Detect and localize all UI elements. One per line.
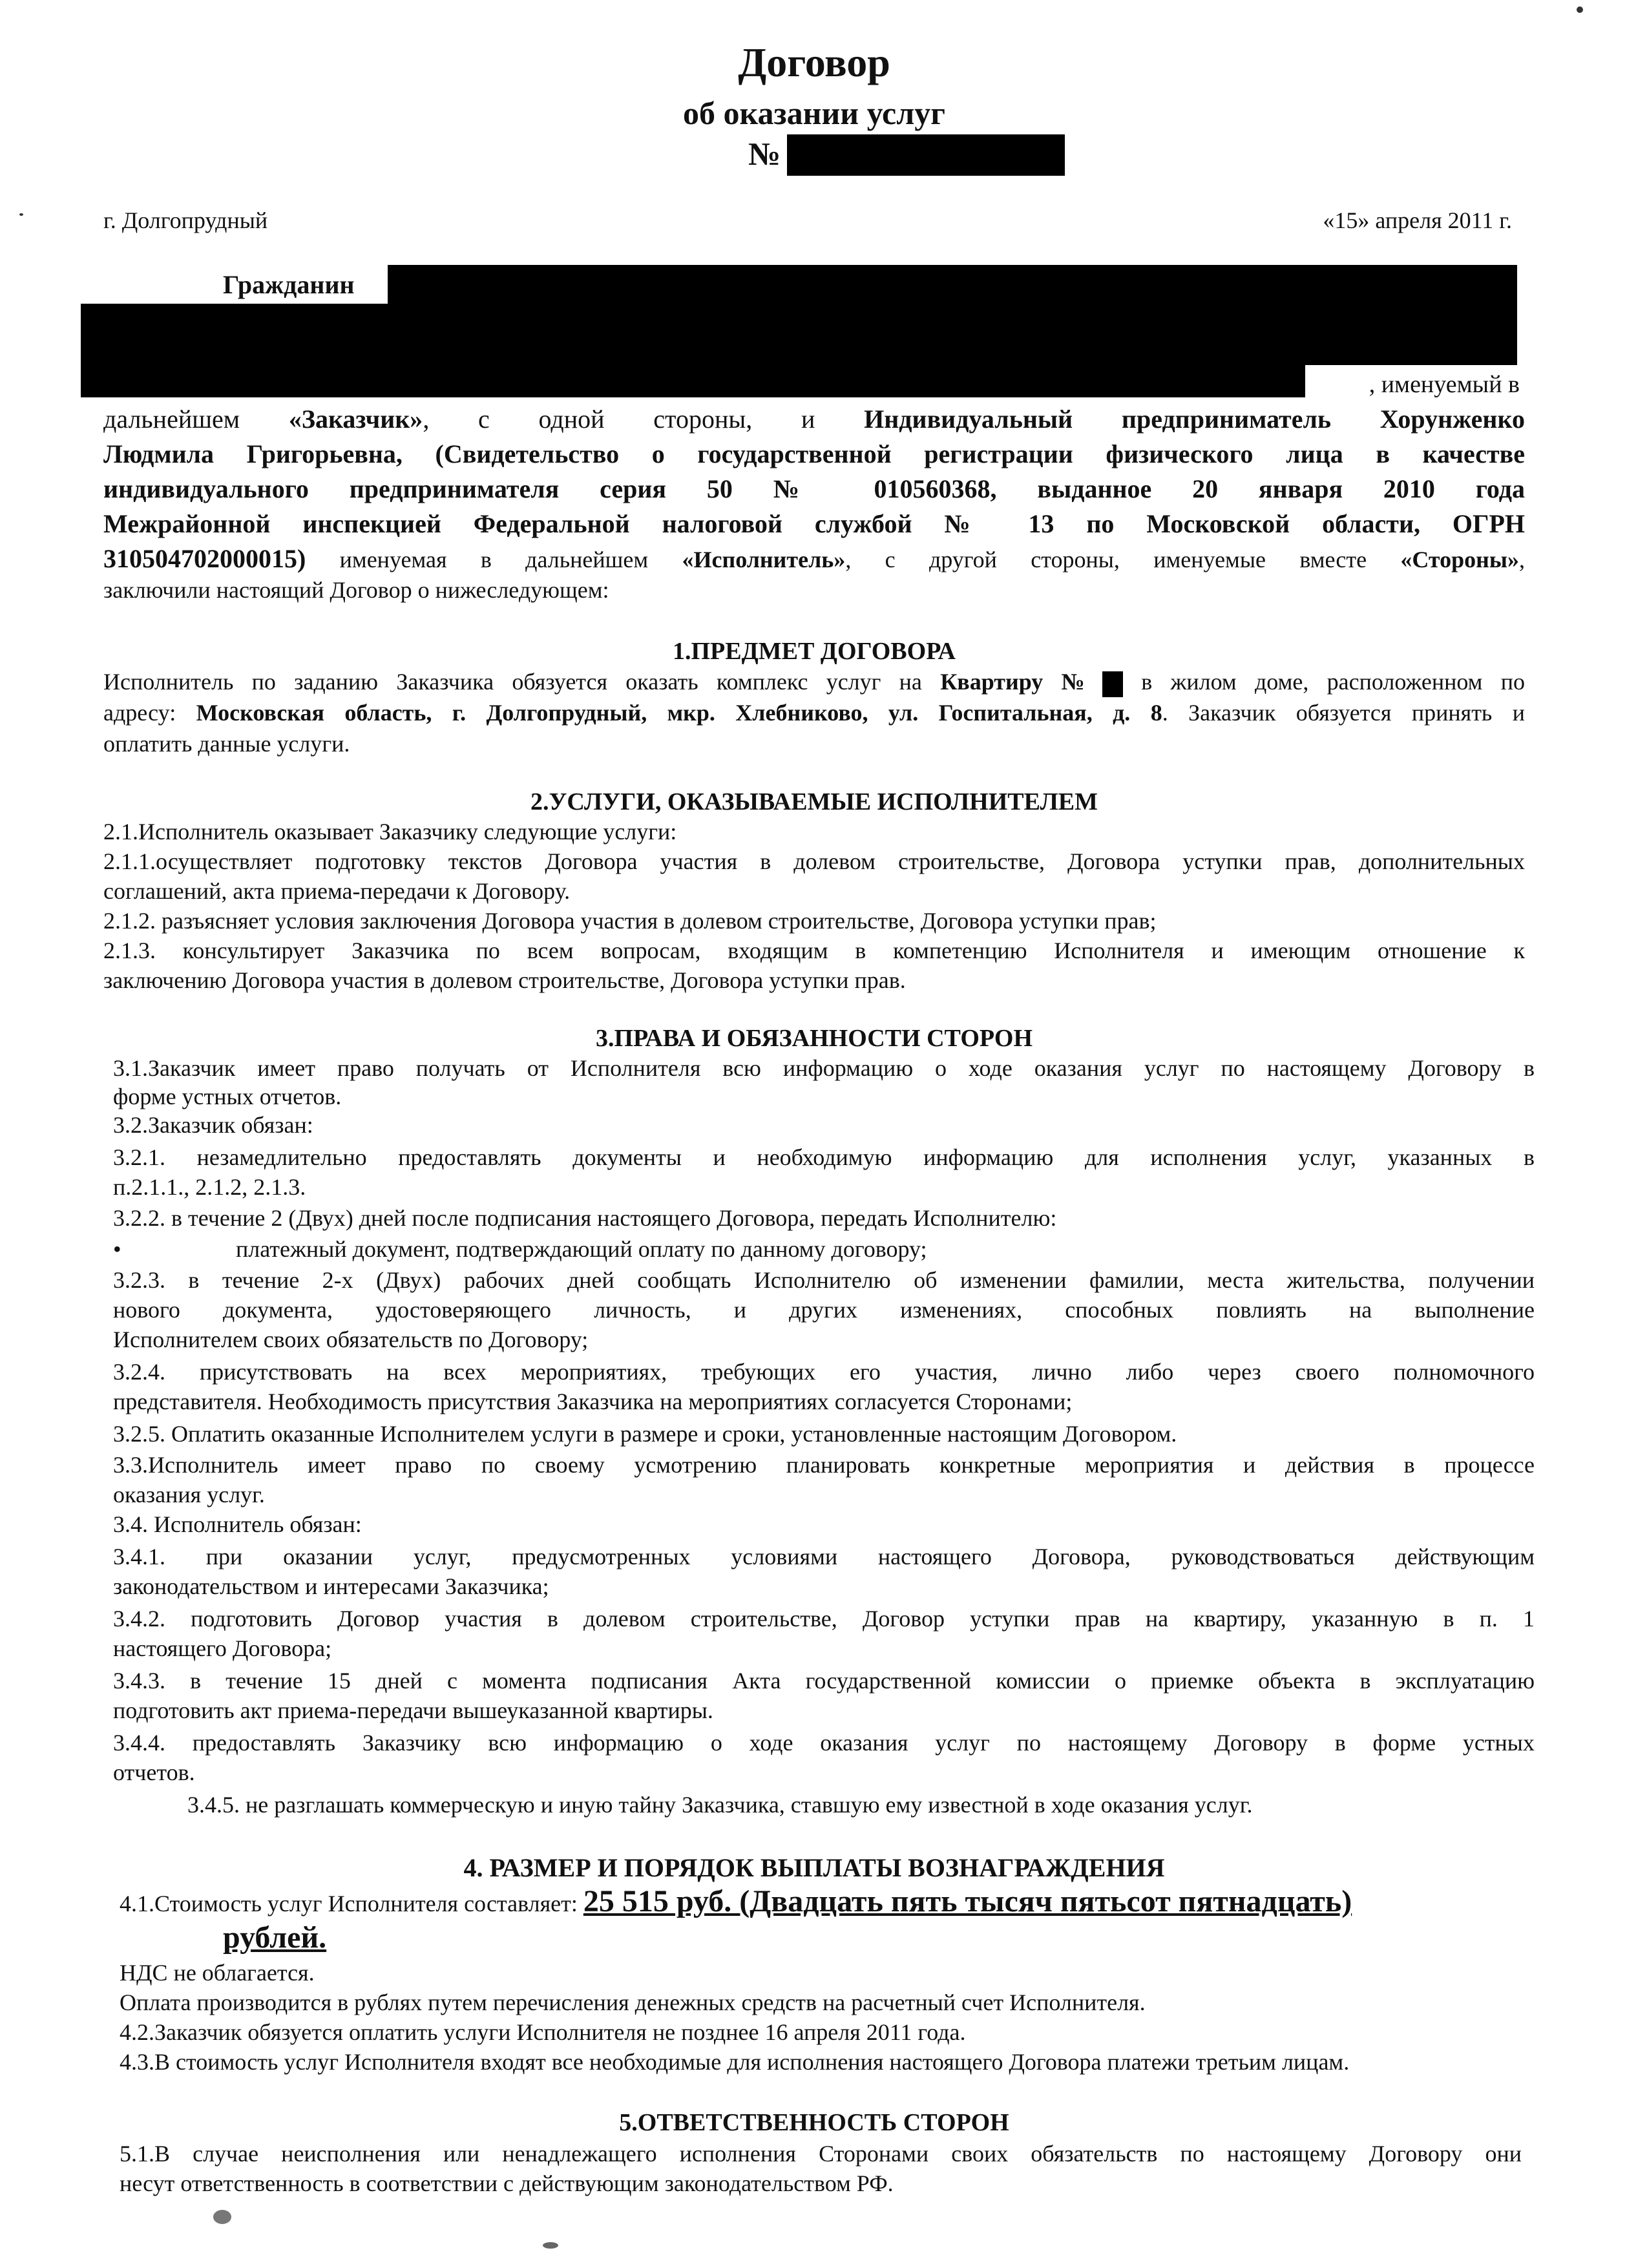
section4-line: НДС не облагается. bbox=[120, 1960, 315, 1986]
section5-line: несут ответственность в соответствии с действующим законодательством РФ. bbox=[120, 2170, 894, 2196]
section2-line: 2.1.1.осуществляет подготовку текстов Договора участия в долевом строительстве, Договора уступки прав, дополнительных bbox=[103, 848, 1525, 874]
section1-title: 1.ПРЕДМЕТ ДОГОВОРА bbox=[672, 638, 956, 665]
section2-line: 2.1.Исполнитель оказывает Заказчику следующие услуги: bbox=[103, 819, 677, 845]
preamble-line2: дальнейшем «Заказчик», с одной стороны, и Индивидуальный предприниматель Хорунженко bbox=[103, 404, 1525, 434]
section3-line: 3.2.2. в течение 2 (Двух) дней после подписания настоящего Договора, передать Исполнителю: bbox=[113, 1205, 1057, 1231]
section3-line: 3.2.1. незамедлительно предоставлять документы и необходимую информацию для исполнения услуг, указанных в bbox=[113, 1144, 1535, 1170]
city: г. Долгопрудный bbox=[103, 207, 268, 233]
section4-title: 4. РАЗМЕР И ПОРЯДОК ВЫПЛАТЫ ВОЗНАГРАЖДЕНИЯ bbox=[463, 1853, 1165, 1882]
redacted-number bbox=[787, 134, 1065, 176]
section5-title: 5.ОТВЕТСТВЕННОСТЬ СТОРОН bbox=[619, 2109, 1009, 2136]
section4-line: Оплата производится в рублях путем перечисления денежных средств на расчетный счет Исполнителя. bbox=[120, 1990, 1146, 2015]
section3-line: нового документа, удостоверяющего личность, и других изменениях, способных повлиять на выполнение bbox=[113, 1297, 1535, 1323]
section3-line: 3.2.4. присутствовать на всех мероприятиях, требующих его участия, лично либо через своего полномочного bbox=[113, 1359, 1535, 1385]
section3-line: представителя. Необходимость присутствия Заказчика на мероприятиях согласуется Сторонами; bbox=[113, 1389, 1073, 1414]
citizen-label: Гражданин bbox=[223, 270, 355, 299]
section1-line3: оплатить данные услуги. bbox=[103, 731, 350, 757]
section3-line: 3.3.Исполнитель имеет право по своему усмотрению планировать конкретные мероприятия и действия в процессе bbox=[113, 1452, 1535, 1478]
section2-line: 2.1.3. консультирует Заказчика по всем вопросам, входящим в компетенцию Исполнителя и имеющим отношение к bbox=[103, 938, 1525, 963]
contract-date: «15» апреля 2011 г. bbox=[1323, 207, 1512, 233]
redacted-apartment-number bbox=[1102, 671, 1123, 697]
section1-line1: Исполнитель по заданию Заказчика обязуется оказать комплекс услуг на Квартиру № в жилом доме, расположенном по bbox=[103, 667, 1525, 697]
preamble-line1-tail: , именуемый в bbox=[1369, 371, 1520, 398]
preamble-line3: Людмила Григорьевна, (Свидетельство о государственной регистрации физического лица в качестве bbox=[103, 439, 1525, 468]
section2-line: 2.1.2. разъясняет условия заключения Договора участия в долевом строительстве, Договора уступки прав; bbox=[103, 908, 1157, 934]
section3-line: платежный документ, подтверждающий оплату по данному договору; bbox=[236, 1236, 927, 1262]
document-subtitle: об оказании услуг bbox=[683, 95, 945, 131]
preamble-line6: 310504702000015) именуемая в дальнейшем «Исполнитель», с другой стороны, именуемые вместе «Стороны», bbox=[103, 544, 1525, 573]
preamble-line5: Межрайонной инспекцией Федеральной налоговой службой № 13 по Московской области, ОГРН bbox=[103, 509, 1525, 538]
section3-line: 3.4.2. подготовить Договор участия в долевом строительстве, Договор уступки прав на квартиру, указанную в п. 1 bbox=[113, 1606, 1535, 1632]
document-title: Договор bbox=[738, 39, 890, 85]
section2-line: заключению Договора участия в долевом строительстве, Договора уступки прав. bbox=[103, 967, 906, 993]
section3-line: 3.4.3. в течение 15 дней с момента подписания Акта государственной комиссии о приемке объекта в эксплуатацию bbox=[113, 1668, 1535, 1694]
bullet: • bbox=[113, 1236, 121, 1262]
contract-price: 25 515 руб. (Двадцать пять тысяч пятьсот пятнадцать) bbox=[583, 1884, 1352, 1918]
section2-title: 2.УСЛУГИ, ОКАЗЫВАЕМЫЕ ИСПОЛНИТЕЛЕМ bbox=[530, 788, 1098, 815]
scan-speck bbox=[543, 2242, 558, 2249]
section4-line: 4.2.Заказчик обязуется оплатить услуги Исполнителя не позднее 16 апреля 2011 года. bbox=[120, 2019, 966, 2045]
scan-speck bbox=[1577, 6, 1583, 13]
section4-price-line: 4.1.Стоимость услуг Исполнителя составляет: 25 515 руб. (Двадцать пять тысяч пятьсот пятнадцать) bbox=[120, 1884, 1352, 1918]
section3-line: форме устных отчетов. bbox=[113, 1084, 342, 1109]
section3-line: настоящего Договора; bbox=[113, 1635, 332, 1661]
section3-line: 3.4. Исполнитель обязан: bbox=[113, 1511, 362, 1537]
section3-line: 3.4.1. при оказании услуг, предусмотренных условиями настоящего Договора, руководствоваться действующим bbox=[113, 1544, 1535, 1570]
section5-line: 5.1.В случае неисполнения или ненадлежащего исполнения Сторонами своих обязательств по настоящему Договору они bbox=[120, 2141, 1522, 2167]
section3-line: п.2.1.1., 2.1.2, 2.1.3. bbox=[113, 1174, 306, 1200]
redacted-customer-details bbox=[81, 304, 1305, 397]
section2-line: соглашений, акта приема-передачи к Договору. bbox=[103, 878, 571, 904]
section3-line: 3.2.5. Оплатить оказанные Исполнителем услуги в размере и сроки, установленные настоящим Договором. bbox=[113, 1421, 1177, 1447]
preamble-line7: заключили настоящий Договор о нижеследующем: bbox=[103, 577, 609, 603]
section3-line: 3.1.Заказчик имеет право получать от Исполнителя всю информацию о ходе оказания услуг по настоящему Договору в bbox=[113, 1055, 1535, 1081]
section4-price-line2: рублей. bbox=[223, 1920, 327, 1955]
section3-line: 3.2.Заказчик обязан: bbox=[113, 1112, 313, 1138]
section3-title: 3.ПРАВА И ОБЯЗАННОСТИ СТОРОН bbox=[595, 1025, 1033, 1052]
section3-line: 3.4.4. предоставлять Заказчику всю информацию о ходе оказания услуг по настоящему Договору в форме устных bbox=[113, 1730, 1535, 1756]
scan-speck bbox=[19, 213, 23, 216]
section3-line: подготовить акт приема-передачи вышеуказанной квартиры. bbox=[113, 1697, 713, 1723]
preamble-line4: индивидуального предпринимателя серия 50 № 010560368, выданное 20 января 2010 года bbox=[103, 474, 1525, 503]
section3-line: 3.2.3. в течение 2-х (Двух) рабочих дней сообщать Исполнителю об изменении фамилии, места жительства, получении bbox=[113, 1267, 1535, 1293]
scan-speck bbox=[213, 2210, 231, 2224]
section1-line2: адресу: Московская область, г. Долгопрудный, мкр. Хлебниково, ул. Госпитальная, д. 8. Заказчик обязуется принять и bbox=[103, 700, 1526, 726]
section3-line: оказания услуг. bbox=[113, 1482, 265, 1507]
section3-line: отчетов. bbox=[113, 1759, 195, 1785]
section4-line: 4.3.В стоимость услуг Исполнителя входят все необходимые для исполнения настоящего Договора платежи третьим лицам. bbox=[120, 2049, 1350, 2075]
section3-line: Исполнителем своих обязательств по Договору; bbox=[113, 1327, 589, 1352]
document-number-sign: № bbox=[748, 136, 781, 172]
section3-line: 3.4.5. не разглашать коммерческую и иную тайну Заказчика, ставшую ему известной в ходе оказания услуг. bbox=[187, 1792, 1253, 1818]
section3-line: законодательством и интересами Заказчика; bbox=[113, 1573, 549, 1599]
